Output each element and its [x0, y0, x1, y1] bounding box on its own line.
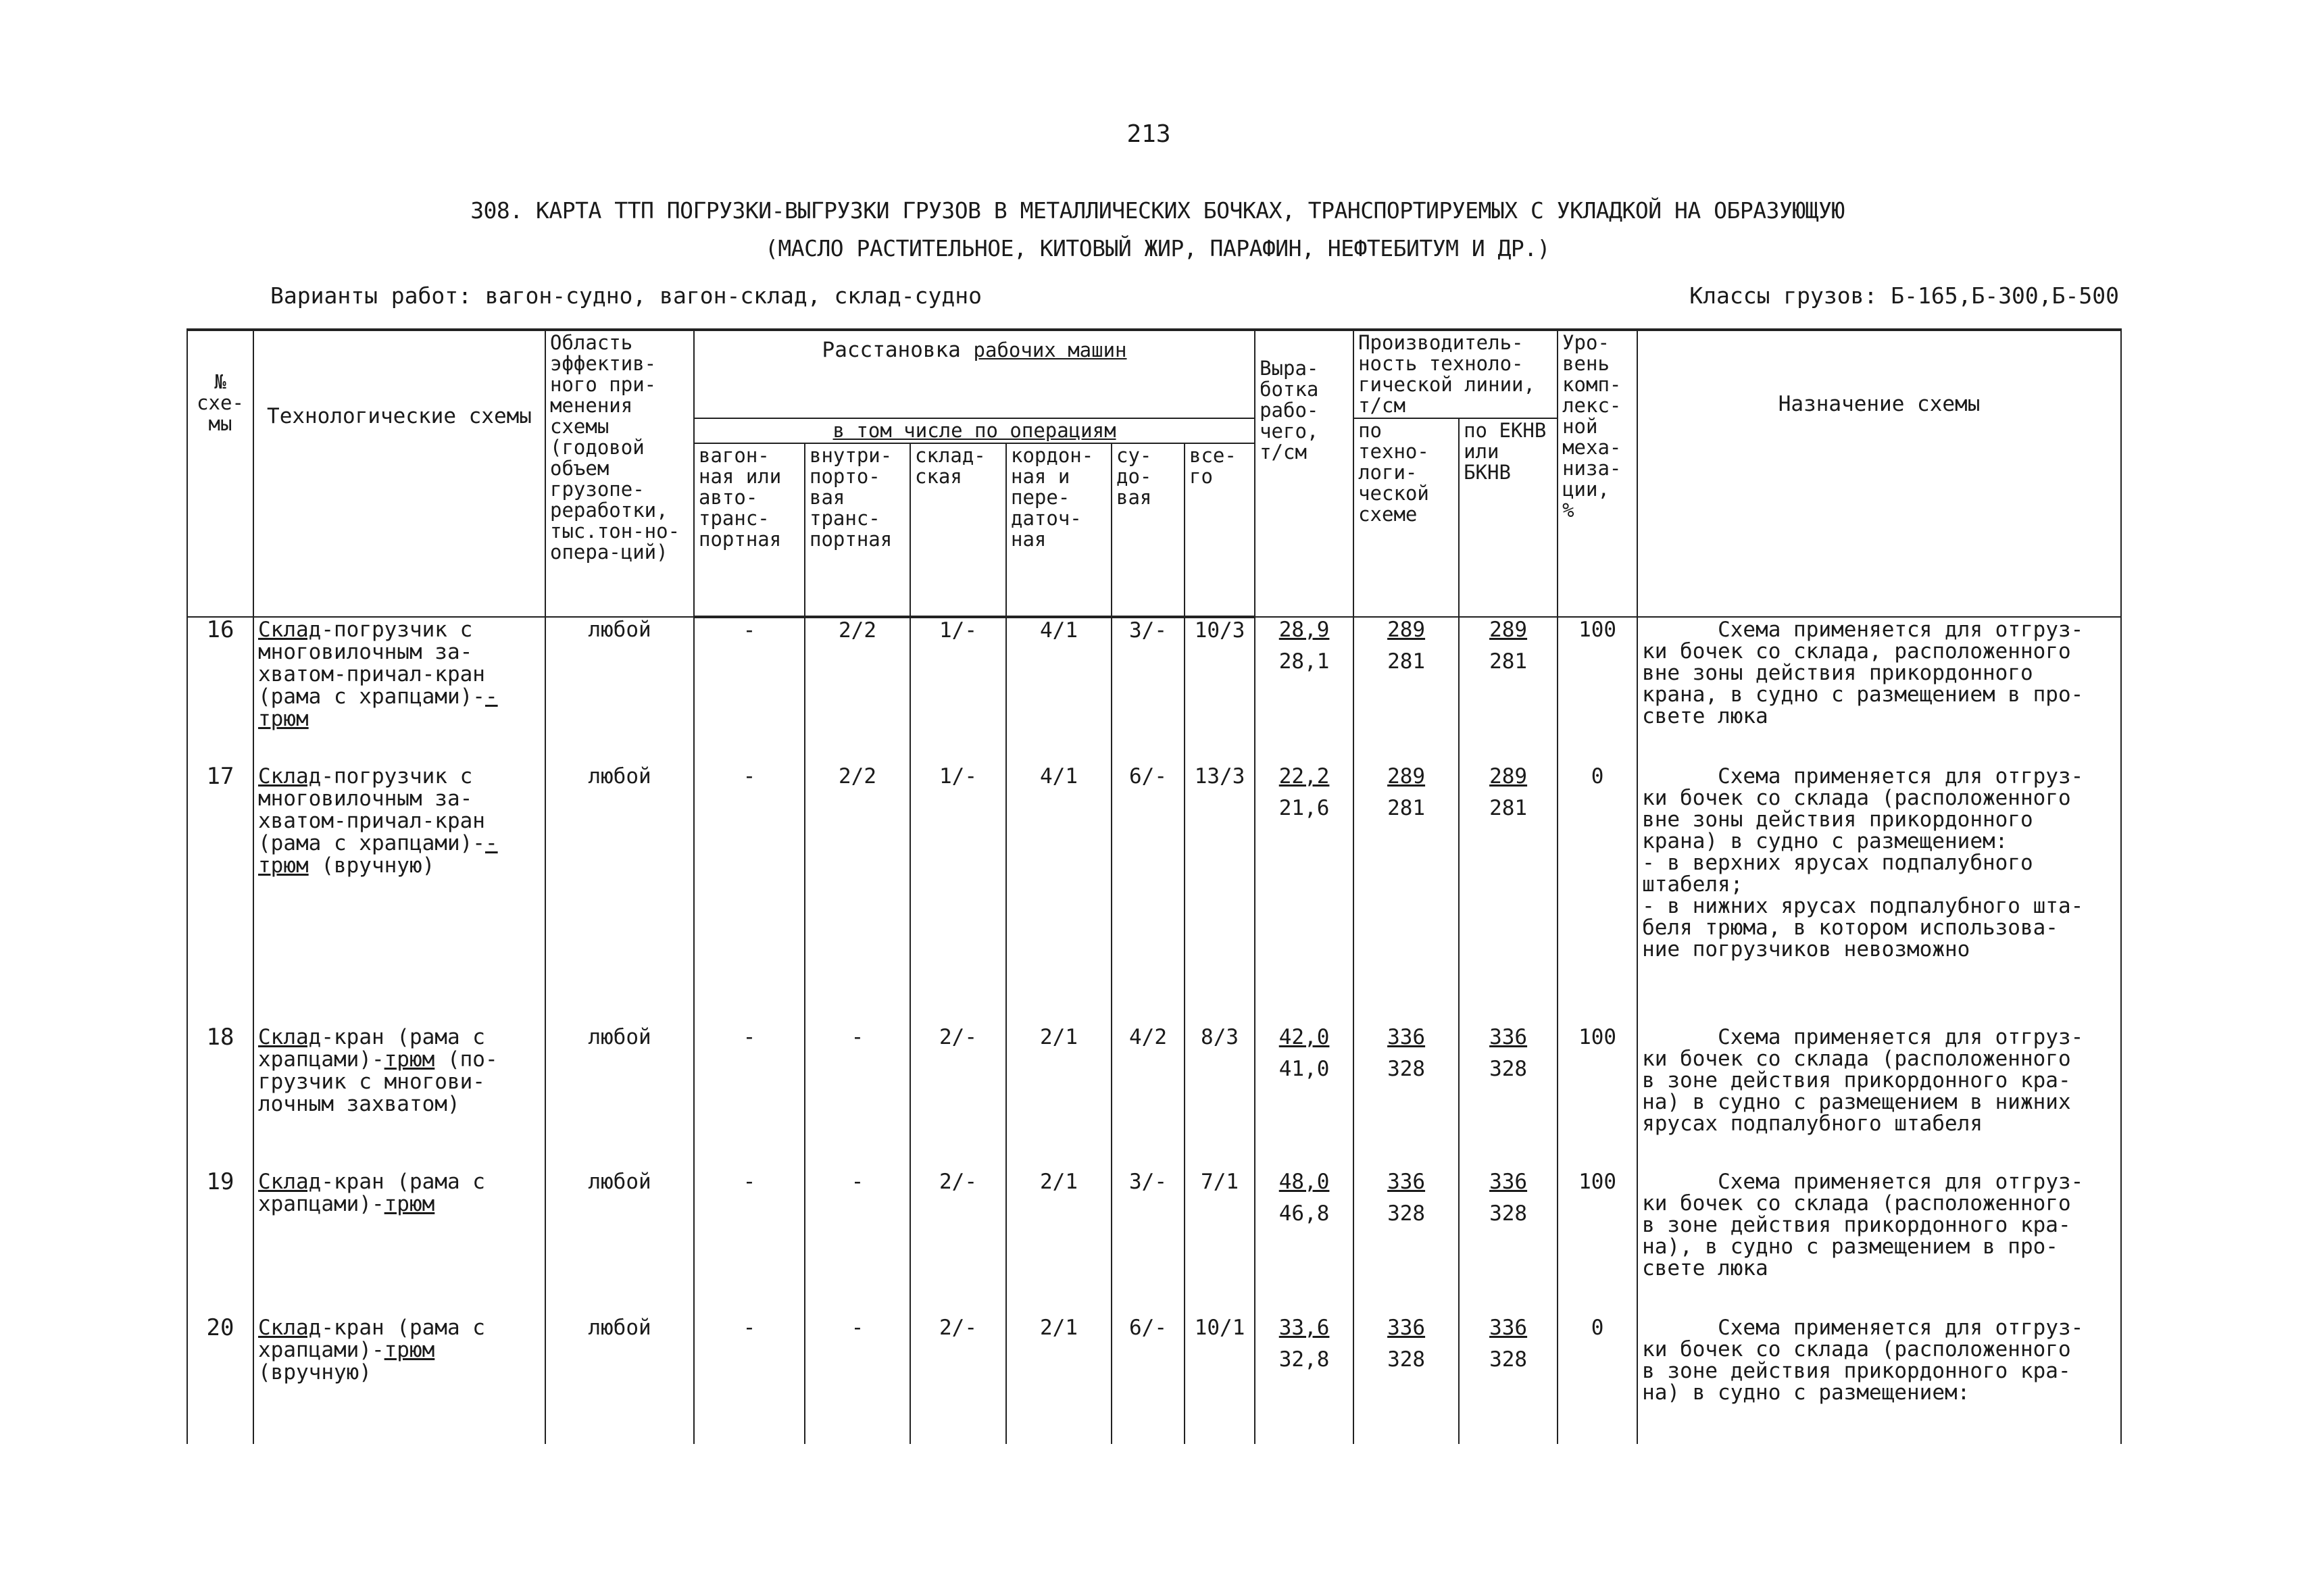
header-scheme: Технологические схемы	[253, 330, 545, 617]
op-wagon-value: -	[694, 1025, 805, 1170]
purpose-line: Схема применяется для отгруз-	[1718, 1025, 2084, 1049]
header-level: Уро-вень комп-лекс-ной меха-низа-ции, %	[1558, 330, 1637, 617]
output-top: 42,0	[1278, 1025, 1330, 1049]
scheme-number: 20	[187, 1316, 253, 1444]
prod-ekhv-top: 289	[1489, 618, 1528, 642]
scheme-purpose	[1637, 1170, 2121, 1316]
document-title: 308. КАРТА ТТП ПОГРУЗКИ-ВЫГРУЗКИ ГРУЗОВ В МЕТАЛЛИЧЕСКИХ БОЧКАХ, ТРАНСПОРТИРУЕМЫХ С УКЛАДКОЙ НА ОБРАЗУЮЩУЮ	[470, 197, 1845, 224]
op-total-value: 13/3	[1185, 764, 1255, 1025]
purpose-line: Схема применяется для отгруз-	[1718, 764, 2084, 789]
op-inner-value: -	[805, 1170, 910, 1316]
output-bottom: 21,6	[1278, 796, 1330, 820]
work-variants: Варианты работ: вагон-судно, вагон-склад, склад-судно	[270, 282, 982, 309]
header-area: Область эффектив-ного при-менения схемы (годовой объем грузопе-реработки, тыс.тон-но-опера-ций)	[545, 330, 694, 617]
op-warehouse-value: 1/-	[910, 764, 1006, 1025]
table-row	[187, 764, 2121, 1025]
header-prod-ekhv: по ЕКНВ или БКНВ	[1459, 418, 1558, 617]
scheme-prefix: Склад	[258, 618, 322, 642]
prod-scheme-top: 289	[1387, 618, 1426, 642]
output-bottom: 46,8	[1278, 1201, 1330, 1226]
prod-ekhv-value	[1459, 1025, 1558, 1170]
output-value	[1255, 764, 1353, 1025]
op-quay-value: 2/1	[1006, 1316, 1112, 1444]
mechanization-level: 100	[1558, 617, 1637, 764]
scheme-text: -кран (рама с храпцами)-	[258, 1025, 485, 1072]
prod-scheme-value	[1353, 1316, 1459, 1444]
prod-ekhv-value	[1459, 764, 1558, 1025]
op-total-value: 8/3	[1185, 1025, 1255, 1170]
header-prod-scheme: по техно-логи-ческой схеме	[1353, 418, 1459, 617]
scheme-description	[253, 1170, 545, 1316]
output-bottom: 32,8	[1278, 1347, 1330, 1372]
output-bottom: 41,0	[1278, 1057, 1330, 1081]
op-quay-value: 4/1	[1006, 617, 1112, 764]
scheme-purpose	[1637, 617, 2121, 764]
prod-scheme-bottom: 328	[1387, 1201, 1426, 1226]
purpose-line: в зоне действия прикордонного кра-	[1642, 1359, 2071, 1383]
scheme-number: 16	[187, 617, 253, 764]
purpose-line: Схема применяется для отгруз-	[1718, 618, 2084, 642]
scheme-number: 18	[187, 1025, 253, 1170]
purpose-line: крана, в судно с размещением в про-	[1642, 682, 2084, 707]
scheme-tail-underlined: -трюм	[258, 684, 498, 731]
scheme-number: 17	[187, 764, 253, 1025]
prod-ekhv-top: 336	[1489, 1170, 1528, 1194]
header-num: № схе-мы	[187, 330, 253, 617]
op-inner-value: 2/2	[805, 764, 910, 1025]
output-top: 48,0	[1278, 1170, 1330, 1194]
prod-ekhv-top: 336	[1489, 1316, 1528, 1340]
area-value: любой	[545, 1316, 694, 1444]
purpose-line: в зоне действия прикордонного кра-	[1642, 1213, 2071, 1237]
purpose-line: на) в судно с размещением:	[1642, 1380, 1970, 1405]
op-total-value: 7/1	[1185, 1170, 1255, 1316]
scheme-prefix: Склад	[258, 1025, 322, 1049]
document-subtitle: (МАСЛО РАСТИТЕЛЬНОЕ, КИТОВЫЙ ЖИР, ПАРАФИН, НЕФТЕБИТУМ И ДР.)	[764, 235, 1551, 261]
scheme-tail-underlined: -трюм	[258, 831, 498, 878]
table-row	[187, 1316, 2121, 1444]
header-op-warehouse: склад-ская	[910, 443, 1006, 617]
op-ship-value: 3/-	[1112, 617, 1185, 764]
scheme-text: -кран (рама с храпцами)-	[258, 1170, 485, 1216]
table-row	[187, 1025, 2121, 1170]
purpose-line: в зоне действия прикордонного кра-	[1642, 1068, 2071, 1093]
mechanization-level: 0	[1558, 764, 1637, 1025]
purpose-line: Схема применяется для отгруз-	[1718, 1316, 2084, 1340]
prod-ekhv-top: 289	[1489, 764, 1528, 789]
output-top: 33,6	[1278, 1316, 1330, 1340]
op-warehouse-value: 2/-	[910, 1170, 1006, 1316]
scheme-description	[253, 1025, 545, 1170]
prod-ekhv-top: 336	[1489, 1025, 1528, 1049]
op-ship-value: 3/-	[1112, 1170, 1185, 1316]
cargo-classes: Классы грузов: Б-165,Б-300,Б-500	[1689, 282, 2119, 309]
header-productivity: Производитель-ность техноло-гической линии, т/см	[1353, 330, 1558, 418]
scheme-purpose	[1637, 1316, 2121, 1444]
purpose-line: ки бочек со склада (расположенного	[1642, 1047, 2071, 1071]
prod-scheme-bottom: 328	[1387, 1347, 1426, 1372]
output-top: 28,9	[1278, 618, 1330, 642]
header-op-inner: внутри-порто-вая транс-портная	[805, 443, 910, 617]
purpose-line: свете люка	[1642, 1256, 1768, 1280]
header-placement	[694, 330, 1255, 418]
prod-scheme-value	[1353, 1170, 1459, 1316]
output-value	[1255, 1025, 1353, 1170]
prod-ekhv-value	[1459, 1316, 1558, 1444]
output-value	[1255, 1316, 1353, 1444]
prod-scheme-value	[1353, 764, 1459, 1025]
op-inner-value: 2/2	[805, 617, 910, 764]
op-wagon-value: -	[694, 617, 805, 764]
op-wagon-value: -	[694, 1170, 805, 1316]
scheme-text: -кран (рама с храпцами)-	[258, 1316, 485, 1362]
prod-scheme-bottom: 281	[1387, 796, 1426, 820]
mechanization-level: 100	[1558, 1170, 1637, 1316]
scheme-tail-underlined: трюм	[384, 1047, 435, 1072]
purpose-line: - в верхних ярусах подпалубного	[1642, 851, 2033, 875]
purpose-line: беля трюма, в котором использова-	[1642, 916, 2058, 940]
header-op-ship: су-до-вая	[1112, 443, 1185, 617]
op-warehouse-value: 2/-	[910, 1025, 1006, 1170]
scheme-purpose	[1637, 764, 2121, 1025]
op-wagon-value: -	[694, 764, 805, 1025]
purpose-line: вне зоны действия прикордонного	[1642, 661, 2033, 685]
prod-ekhv-bottom: 281	[1489, 649, 1528, 674]
prod-scheme-value	[1353, 617, 1459, 764]
prod-scheme-top: 336	[1387, 1025, 1426, 1049]
output-bottom: 28,1	[1278, 649, 1330, 674]
prod-ekhv-bottom: 328	[1489, 1057, 1528, 1081]
prod-scheme-top: 336	[1387, 1316, 1426, 1340]
technology-table	[186, 328, 2122, 1444]
scheme-prefix: Склад	[258, 764, 322, 789]
purpose-line: крана) в судно с размещением:	[1642, 829, 2008, 853]
purpose-line: вне зоны действия прикордонного	[1642, 807, 2033, 832]
area-value: любой	[545, 1025, 694, 1170]
scheme-tail: (вручную)	[308, 853, 435, 878]
prod-ekhv-value	[1459, 617, 1558, 764]
header-purpose: Назначение схемы	[1637, 330, 2121, 617]
prod-scheme-bottom: 281	[1387, 649, 1426, 674]
prod-scheme-value	[1353, 1025, 1459, 1170]
output-value	[1255, 617, 1353, 764]
purpose-line: ки бочек со склада (расположенного	[1642, 1191, 2071, 1216]
op-wagon-value: -	[694, 1316, 805, 1444]
purpose-line: ки бочек со склада (расположенного	[1642, 1337, 2071, 1362]
header-placement-link: рабочих машин	[973, 339, 1127, 361]
area-value: любой	[545, 1170, 694, 1316]
page-number: 213	[1126, 120, 1171, 148]
area-value: любой	[545, 617, 694, 764]
purpose-line: ки бочек со склада (расположенного	[1642, 786, 2071, 810]
scheme-tail: (по-грузчик с многови-лочным захватом)	[258, 1047, 498, 1116]
prod-ekhv-bottom: 328	[1489, 1201, 1528, 1226]
purpose-line: на) в судно с размещением в нижних	[1642, 1090, 2071, 1114]
op-ship-value: 6/-	[1112, 1316, 1185, 1444]
prod-ekhv-bottom: 281	[1489, 796, 1528, 820]
prod-scheme-bottom: 328	[1387, 1057, 1426, 1081]
output-value	[1255, 1170, 1353, 1316]
area-value: любой	[545, 764, 694, 1025]
purpose-line: Схема применяется для отгруз-	[1718, 1170, 2084, 1194]
scheme-text: -погрузчик с многовилочным за-хватом-причал-кран (рама с храпцами)-	[258, 618, 485, 709]
op-warehouse-value: 1/-	[910, 617, 1006, 764]
scheme-purpose	[1637, 1025, 2121, 1170]
op-inner-value: -	[805, 1316, 910, 1444]
header-placement-prefix: Расстановка	[822, 338, 961, 362]
scheme-description	[253, 1316, 545, 1444]
op-quay-value: 2/1	[1006, 1025, 1112, 1170]
header-incl-operations	[694, 418, 1255, 443]
output-top: 22,2	[1278, 764, 1330, 789]
header-incl-operations-text: в том числе по операциям	[832, 419, 1116, 442]
purpose-line: ки бочек со склада, расположенного	[1642, 639, 2071, 664]
op-quay-value: 4/1	[1006, 764, 1112, 1025]
prod-ekhv-value	[1459, 1170, 1558, 1316]
table-row	[187, 1170, 2121, 1316]
op-total-value: 10/3	[1185, 617, 1255, 764]
scheme-prefix: Склад	[258, 1316, 322, 1340]
purpose-line: на), в судно с размещением в про-	[1642, 1235, 2058, 1259]
header-op-wagon: вагон-ная или авто-транс-портная	[694, 443, 805, 617]
header-output: Выра-ботка рабо-чего, т/см	[1255, 330, 1353, 617]
scheme-tail-underlined: трюм	[384, 1338, 435, 1362]
mechanization-level: 100	[1558, 1025, 1637, 1170]
op-total-value: 10/1	[1185, 1316, 1255, 1444]
op-inner-value: -	[805, 1025, 910, 1170]
mechanization-level: 0	[1558, 1316, 1637, 1444]
purpose-line: свете люка	[1642, 704, 1768, 728]
scheme-number: 19	[187, 1170, 253, 1316]
purpose-line: штабеля;	[1642, 872, 1743, 897]
prod-ekhv-bottom: 328	[1489, 1347, 1528, 1372]
purpose-line: ние погрузчиков невозможно	[1642, 937, 1970, 962]
purpose-line: - в нижних ярусах подпалубного шта-	[1642, 894, 2084, 918]
purpose-line: ярусах подпалубного штабеля	[1642, 1112, 1983, 1136]
scheme-tail: (вручную)	[258, 1360, 372, 1385]
prod-scheme-top: 289	[1387, 764, 1426, 789]
header-op-total: все-го	[1185, 443, 1255, 617]
scheme-text: -погрузчик с многовилочным за-хватом-причал-кран (рама с храпцами)-	[258, 764, 485, 855]
op-ship-value: 4/2	[1112, 1025, 1185, 1170]
op-quay-value: 2/1	[1006, 1170, 1112, 1316]
header-op-quay: кордон-ная и пере-даточ-ная	[1006, 443, 1112, 617]
op-ship-value: 6/-	[1112, 764, 1185, 1025]
scheme-tail-underlined: трюм	[384, 1192, 435, 1216]
scheme-description	[253, 764, 545, 1025]
scheme-prefix: Склад	[258, 1170, 322, 1194]
op-warehouse-value: 2/-	[910, 1316, 1006, 1444]
scheme-description	[253, 617, 545, 764]
prod-scheme-top: 336	[1387, 1170, 1426, 1194]
table-row	[187, 617, 2121, 764]
